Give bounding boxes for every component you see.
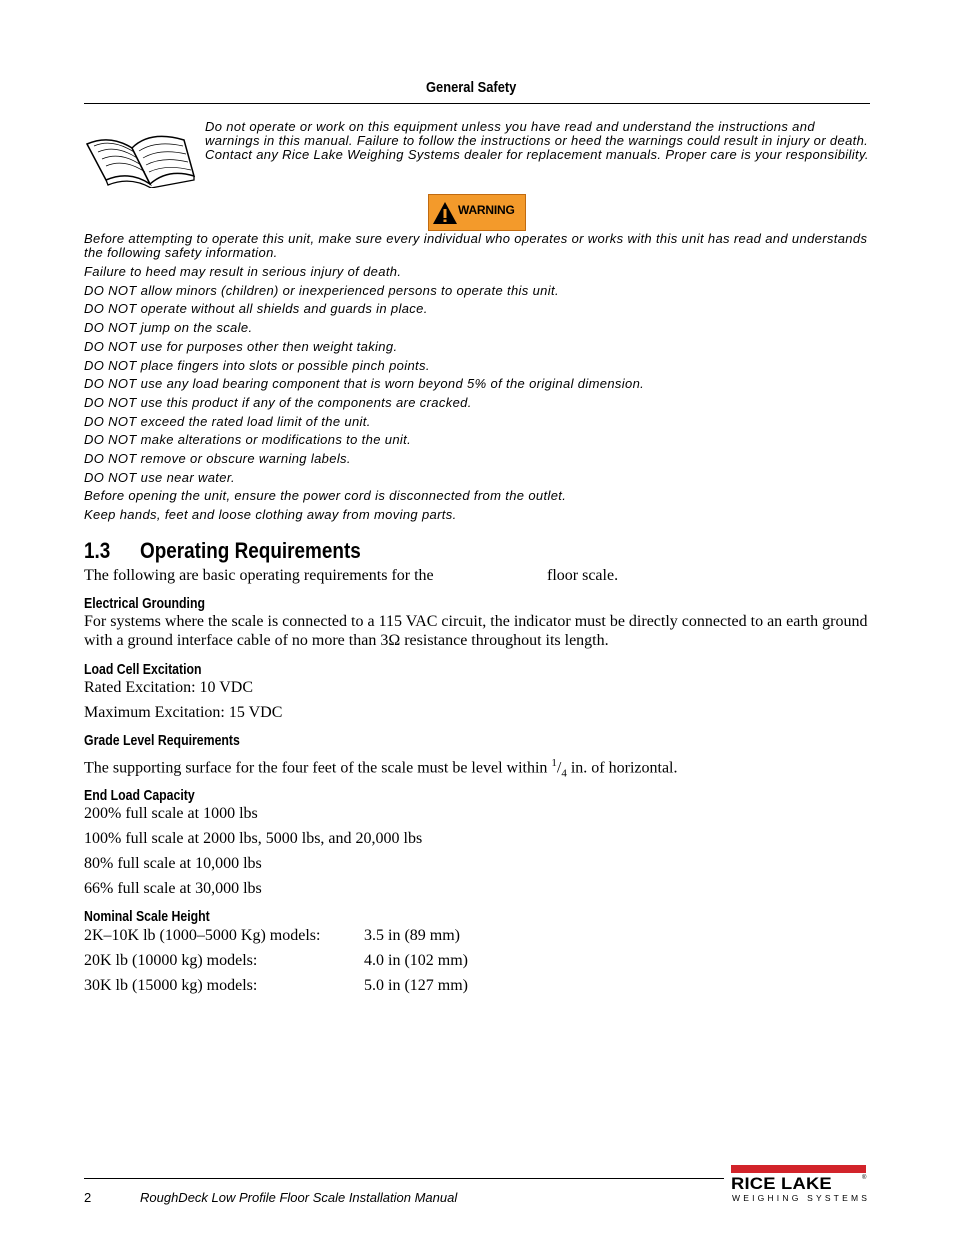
footer-manual-title: RoughDeck Low Profile Floor Scale Installation Manual: [140, 1190, 458, 1205]
warning-item: Before opening the unit, ensure the power cord is disconnected from the outlet.: [84, 488, 567, 503]
warning-item: DO NOT use any load bearing component that is worn beyond 5% of the original dimension.: [84, 376, 645, 391]
warning-item: DO NOT use this product if any of the components are cracked.: [84, 395, 472, 410]
grade-level-text: [84, 754, 678, 784]
safety-notice-text: Do not operate or work on this equipment unless you have read and understand the instructions and warnings in this manual. Failure to follow the instructions or heed the warnings could result in injury or death. Contact any Rice Lake Weighing Systems dealer for replacement manuals. Proper care is your responsibility.: [205, 119, 869, 162]
open-manual-icon: [84, 118, 196, 188]
warning-item: DO NOT remove or obscure warning labels.: [84, 451, 351, 466]
logo-red-bar: [731, 1165, 866, 1173]
warning-item: DO NOT place fingers into slots or possible pinch points.: [84, 358, 430, 373]
warning-item: DO NOT exceed the rated load limit of the unit.: [84, 414, 371, 429]
grade-level-heading: Grade Level Requirements: [84, 732, 240, 749]
height-model: 30K lb (15000 kg) models:: [84, 977, 258, 994]
end-load-item: 80% full scale at 10,000 lbs: [84, 855, 262, 872]
nominal-height-heading: Nominal Scale Height: [84, 908, 210, 925]
fraction-denominator: 4: [561, 767, 567, 780]
exclamation-triangle-icon: [432, 200, 458, 226]
height-value: 4.0 in (102 mm): [364, 952, 468, 969]
page-number: 2: [84, 1190, 92, 1205]
height-model: 2K–10K lb (1000–5000 Kg) models:: [84, 927, 321, 944]
rated-excitation: Rated Excitation: 10 VDC: [84, 679, 254, 696]
fraction-numerator: 1: [551, 757, 557, 769]
height-value: 3.5 in (89 mm): [364, 927, 460, 944]
warning-item: Failure to heed may result in serious injury of death.: [84, 264, 402, 279]
maximum-excitation: Maximum Excitation: 15 VDC: [84, 704, 283, 721]
warning-item: DO NOT allow minors (children) or inexperienced persons to operate this unit.: [84, 283, 559, 298]
title-divider: [84, 103, 870, 104]
warning-item: DO NOT use for purposes other then weight taking.: [84, 339, 398, 354]
section-intro-end: floor scale.: [547, 567, 619, 584]
load-cell-excitation-heading: Load Cell Excitation: [84, 661, 202, 678]
warning-item: DO NOT jump on the scale.: [84, 320, 253, 335]
end-load-item: 66% full scale at 30,000 lbs: [84, 880, 262, 897]
warning-item: Keep hands, feet and loose clothing away from moving parts.: [84, 507, 457, 522]
fraction-separator: /: [556, 759, 562, 777]
height-value: 5.0 in (127 mm): [364, 977, 468, 994]
height-model: 20K lb (10000 kg) models:: [84, 952, 258, 969]
page-title: General Safety: [426, 79, 517, 96]
end-load-item: 200% full scale at 1000 lbs: [84, 805, 258, 822]
grade-text-before: The supporting surface for the four feet of the scale must be level within: [84, 759, 552, 777]
section-number: 1.3: [84, 538, 111, 563]
footer-divider: [84, 1178, 724, 1179]
end-load-heading: End Load Capacity: [84, 787, 195, 804]
section-title: Operating Requirements: [140, 538, 361, 563]
section-intro-text: The following are basic operating requirements for the: [84, 567, 434, 584]
end-load-item: 100% full scale at 2000 lbs, 5000 lbs, and 20,000 lbs: [84, 830, 423, 847]
warning-lead-text: Before attempting to operate this unit, make sure every individual who operates or works with this unit has read and understands the following safety information.: [84, 231, 868, 260]
electrical-grounding-heading: Electrical Grounding: [84, 595, 205, 612]
warning-item: DO NOT use near water.: [84, 470, 235, 485]
logo-registered-mark: ®: [862, 1175, 867, 1181]
electrical-grounding-text: For systems where the scale is connected to a 115 VAC circuit, the indicator must be directly connected to an earth ground with a ground interface cable of no more than 3Ω resistance throughout its length.: [84, 613, 868, 649]
grade-text-after: in. of horizontal.: [566, 759, 678, 777]
warning-item: DO NOT operate without all shields and guards in place.: [84, 301, 428, 316]
logo-tagline: WEIGHING SYSTEMS: [732, 1193, 871, 1203]
warning-item: DO NOT make alterations or modifications to the unit.: [84, 432, 412, 447]
warning-label: WARNING: [458, 203, 515, 217]
rice-lake-logo: RICE LAKE: [731, 1174, 832, 1193]
